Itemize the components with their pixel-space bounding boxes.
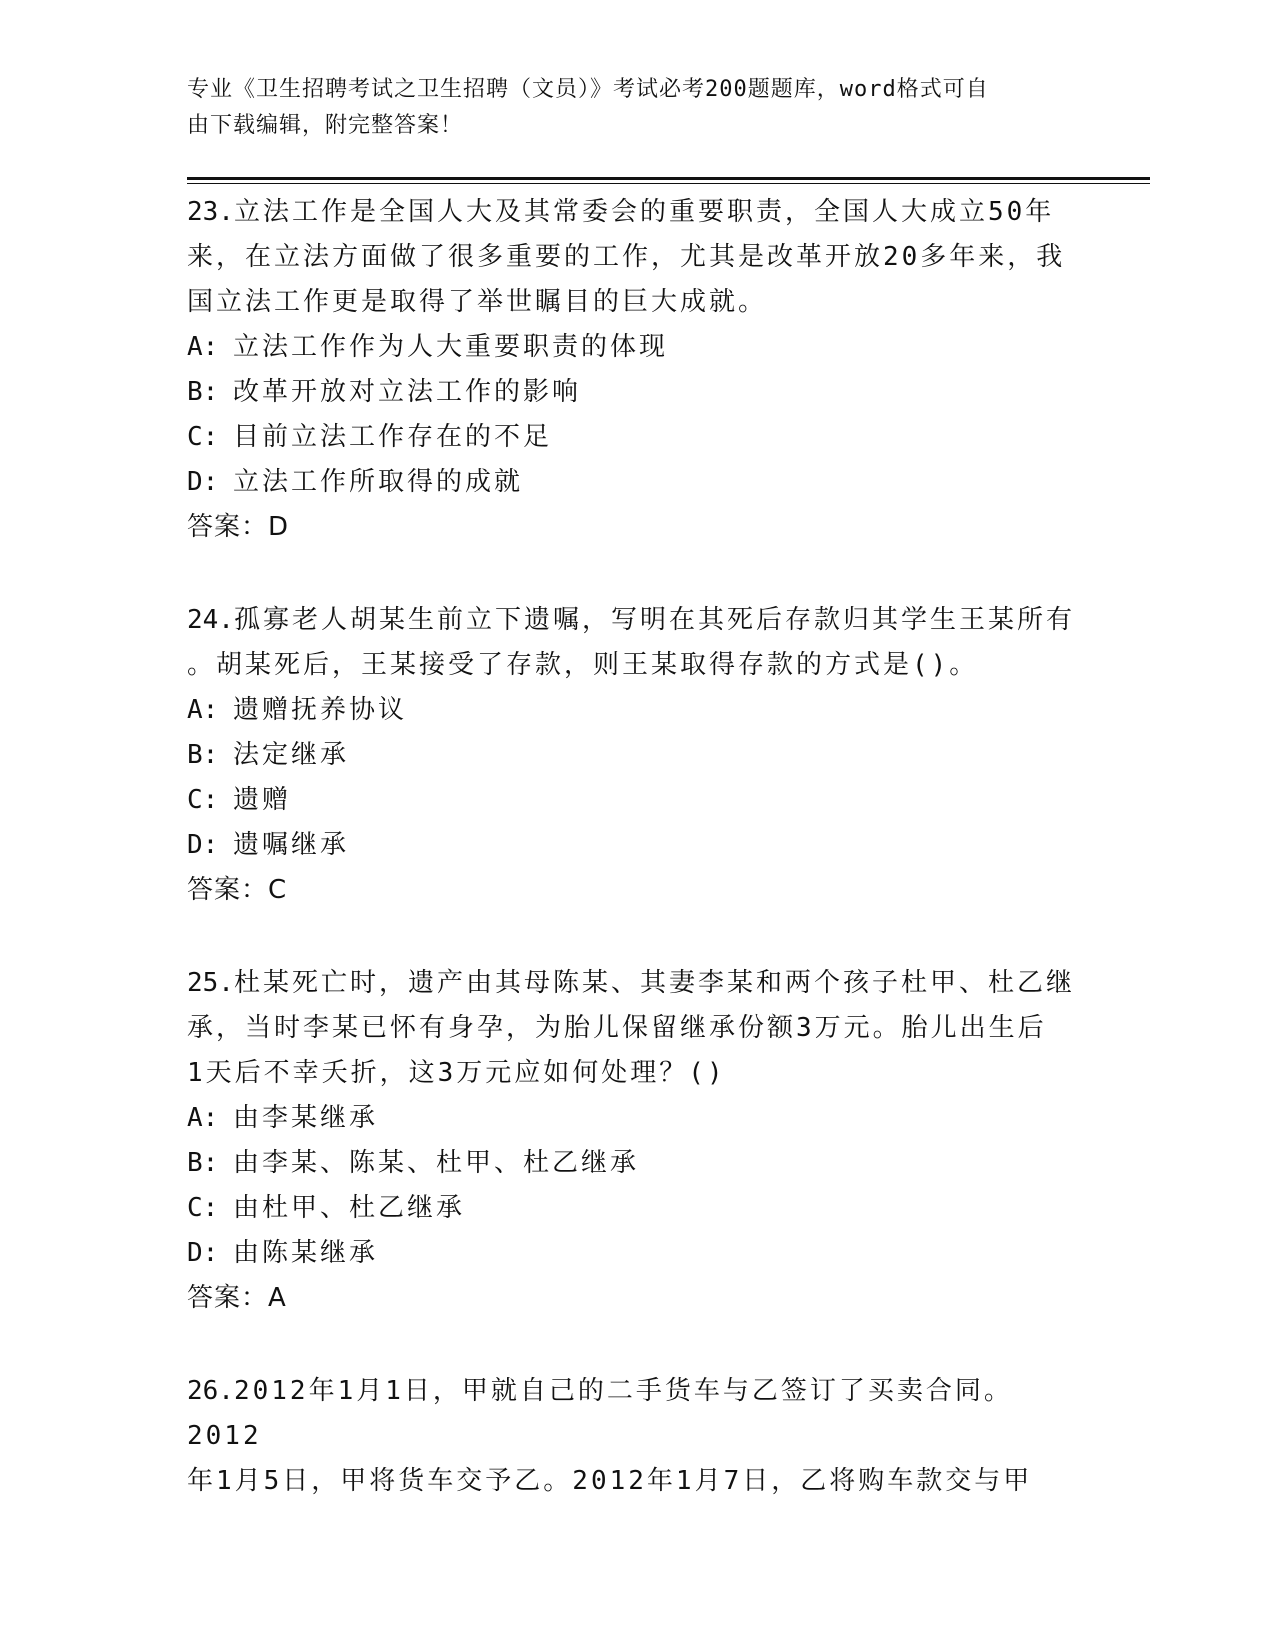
- question-text: [187, 598, 1087, 688]
- question-line: 杜某死亡时，遗产由其母陈某、其妻李某和两个孩子杜甲、杜乙继: [233, 968, 1075, 998]
- option-b: [187, 370, 1087, 415]
- question-line: 承，当时李某已怀有身孕，为胎儿保留继承份额3万元。胎儿出生后: [187, 1013, 1047, 1043]
- question-text: [187, 190, 1087, 325]
- option-d: [187, 823, 1087, 868]
- option-letter: A:: [187, 1103, 219, 1133]
- option-letter: C:: [187, 422, 219, 452]
- option-c: [187, 778, 1087, 823]
- option-letter: D:: [187, 830, 219, 860]
- option-letter: B:: [187, 377, 219, 407]
- question-number: 24.: [187, 605, 234, 635]
- option-b: [187, 733, 1087, 778]
- document-header: [187, 72, 1087, 144]
- question-number: 23.: [187, 197, 234, 227]
- header-divider-thin: [187, 183, 1150, 184]
- option-text: 立法工作作为人大重要职责的体现: [233, 332, 669, 362]
- question-line: 国立法工作更是取得了举世瞩目的巨大成就。: [187, 287, 768, 317]
- question-24: [187, 598, 1087, 913]
- question-line: 1天后不幸夭折，这3万元应如何处理？(): [187, 1058, 726, 1088]
- option-letter: A:: [187, 332, 219, 362]
- option-d: [187, 460, 1087, 505]
- question-line: 孤寡老人胡某生前立下遗嘱，写明在其死后存款归其学生王某所有: [233, 605, 1075, 635]
- question-list: [187, 190, 1087, 1552]
- option-c: [187, 415, 1087, 460]
- answer-key: 答案：C: [187, 875, 288, 905]
- question-line: 立法工作是全国人大及其常委会的重要职责，全国人大成立50年: [233, 197, 1055, 227]
- option-text: 由李某、陈某、杜甲、杜乙继承: [233, 1148, 640, 1178]
- option-b: [187, 1141, 1087, 1186]
- option-text: 法定继承: [233, 740, 350, 770]
- header-divider-thick: [187, 177, 1150, 180]
- option-letter: C:: [187, 1193, 219, 1223]
- option-text: 由杜甲、杜乙继承: [233, 1193, 466, 1223]
- question-line: 来，在立法方面做了很多重要的工作，尤其是改革开放20多年来，我: [187, 242, 1066, 272]
- option-text: 立法工作所取得的成就: [233, 467, 524, 497]
- option-text: 遗赠: [233, 785, 292, 815]
- option-a: [187, 325, 1087, 370]
- option-a: [187, 1096, 1087, 1141]
- option-letter: D:: [187, 1238, 219, 1268]
- question-line: 2012年1月1日，甲就自己的二手货车与乙签订了买卖合同。2012: [187, 1376, 1013, 1451]
- option-text: 由李某继承: [233, 1103, 379, 1133]
- option-text: 遗赠抚养协议: [233, 695, 408, 725]
- question-25: [187, 961, 1087, 1321]
- option-text: 改革开放对立法工作的影响: [233, 377, 582, 407]
- question-line: 年1月5日，甲将货车交予乙。2012年1月7日，乙将购车款交与甲: [187, 1466, 1033, 1496]
- question-number: 25.: [187, 968, 234, 998]
- option-d: [187, 1231, 1087, 1276]
- option-letter: D:: [187, 467, 219, 497]
- option-letter: B:: [187, 1148, 219, 1178]
- option-letter: C:: [187, 785, 219, 815]
- header-line-2: 由下载编辑，附完整答案！: [187, 113, 464, 138]
- question-26: [187, 1369, 1087, 1504]
- question-number: 26.: [187, 1376, 234, 1406]
- question-text: [187, 961, 1087, 1096]
- answer-key: 答案：D: [187, 512, 290, 542]
- answer-key: 答案：A: [187, 1283, 287, 1313]
- question-23: [187, 190, 1087, 550]
- option-a: [187, 688, 1087, 733]
- question-text: [187, 1369, 1087, 1504]
- question-line: 。胡某死后，王某接受了存款，则王某取得存款的方式是()。: [187, 650, 979, 680]
- option-letter: A:: [187, 695, 219, 725]
- option-text: 目前立法工作存在的不足: [233, 422, 553, 452]
- option-text: 由陈某继承: [233, 1238, 379, 1268]
- option-c: [187, 1186, 1087, 1231]
- header-line-1: 专业《卫生招聘考试之卫生招聘（文员）》考试必考200题题库，word格式可自: [187, 77, 989, 102]
- option-letter: B:: [187, 740, 219, 770]
- option-text: 遗嘱继承: [233, 830, 350, 860]
